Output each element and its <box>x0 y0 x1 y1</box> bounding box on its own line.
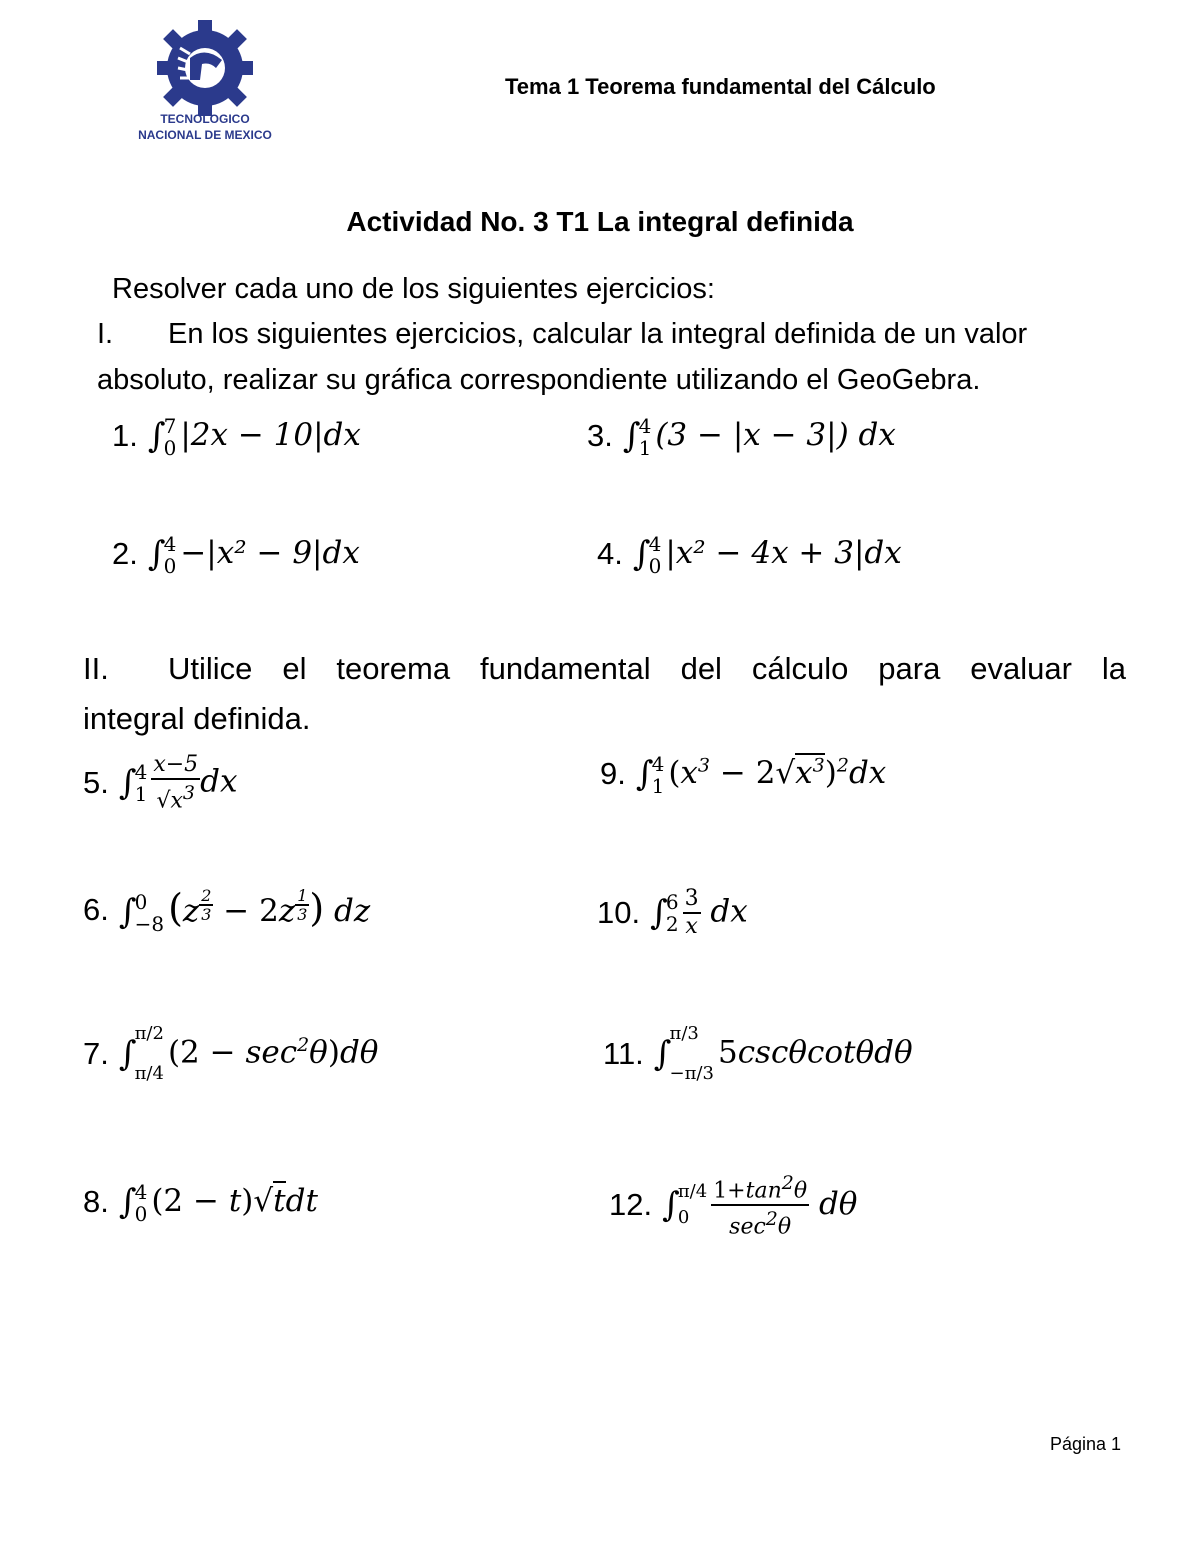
exercise-8 <box>83 1180 318 1225</box>
exercise-10 <box>597 886 748 940</box>
section-1-text-line1: En los siguientes ejercicios, calcular la integral definida de un valor <box>168 318 1028 350</box>
exercise-number: 11. <box>603 1036 644 1071</box>
logo-line-1: TECNOLOGICO <box>160 112 250 126</box>
exercise-number: 5. <box>83 765 109 801</box>
integral-expression: ∫ π/2 π/4 $(2 - \sec^2\theta)d\theta$ <box>118 1023 379 1084</box>
section-2-text-line2: integral definida. <box>83 701 311 736</box>
exercise-number: 9. <box>600 756 626 792</box>
exercise-number: 12. <box>609 1187 653 1223</box>
exercise-number: 10. <box>597 895 641 930</box>
page-number: Página 1 <box>1050 1434 1122 1454</box>
integral-expression: ∫ 7 0 |2x − 10|dx <box>147 413 361 460</box>
integral-expression: ∫ 6 2 $\frac{3}{x}$ dx <box>650 886 748 939</box>
exercise-3 <box>587 414 896 459</box>
section-1-text-line2: absoluto, realizar su gráfica correspondiente utilizando el GeoGebra. <box>97 364 981 396</box>
section-2-text-line1: Utilice el teorema fundamental del cálculo para evaluar la <box>168 651 1126 686</box>
exercise-number: 4. <box>597 536 623 572</box>
tecnm-logo <box>130 18 280 148</box>
integral-expression: ∫ 4 1 (3 − |x − 3|) dx <box>622 413 896 460</box>
gear-eagle-emblem-icon <box>130 18 280 123</box>
exercise-number: 8. <box>83 1184 109 1220</box>
integral-expression: ∫ 0 −8 (z $^{\frac{2}{3}}$ − 2z $^{\frac{1}{3}}$ ) dz <box>118 885 371 936</box>
header-title: Tema 1 Teorema fundamental del Cálculo <box>505 74 936 99</box>
integral-expression: ∫ 4 0 −|x² − 9|dx <box>147 531 360 578</box>
integral-expression: ∫ 4 0 (2 − t)√tdt <box>118 1179 318 1226</box>
integral-expression: ∫ 4 1 $(x^3 - 2√x^3)^2dx$ <box>635 751 887 798</box>
intro-text: Resolver cada uno de los siguientes ejercicios: <box>112 273 715 305</box>
section-2-numeral: II. <box>83 651 109 686</box>
exercise-1 <box>112 414 361 459</box>
exercise-12 <box>609 1170 857 1241</box>
integral-expression: ∫ 4 1 $\frac{x-5}{√x^3}$ dx <box>118 752 238 814</box>
exercise-number: 2. <box>112 536 138 572</box>
exercise-2 <box>112 532 360 577</box>
integral-expression: ∫ 4 0 |x² − 4x + 3|dx <box>632 531 902 578</box>
exercise-4 <box>597 532 902 577</box>
integral-expression: ∫ π/3 −π/3 5cscθcotθdθ <box>653 1023 913 1084</box>
exercise-number: 3. <box>587 418 613 454</box>
exercise-number: 6. <box>83 892 109 928</box>
exercise-7 <box>83 1014 378 1094</box>
activity-title: Actividad No. 3 T1 La integral definida <box>346 206 854 237</box>
exercise-number: 1. <box>112 418 138 454</box>
exercise-11 <box>603 1014 913 1094</box>
exercise-number: 7. <box>83 1036 109 1071</box>
integral-expression: ∫ π/4 0 $\frac{1+\tan^2\theta}{\sec^2\theta}$ dθ <box>662 1172 858 1240</box>
exercise-6 <box>83 886 370 935</box>
exercise-5 <box>83 752 237 814</box>
logo-line-2: NACIONAL DE MEXICO <box>138 128 272 142</box>
exercise-9 <box>600 752 886 797</box>
section-1-numeral: I. <box>97 318 114 350</box>
